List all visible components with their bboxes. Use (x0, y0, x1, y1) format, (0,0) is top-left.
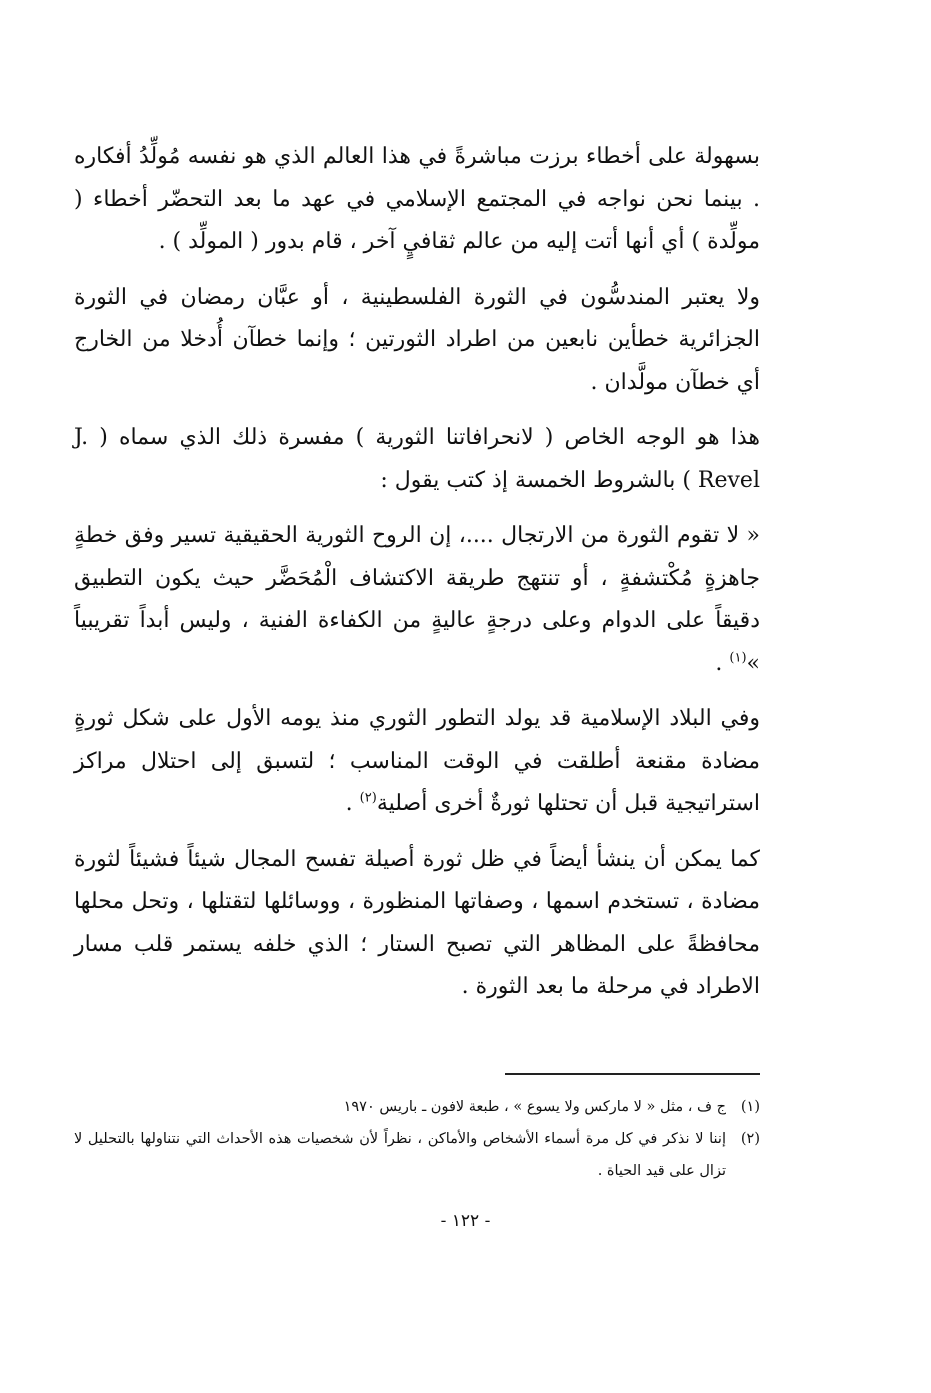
footnote-2 (74, 1123, 760, 1187)
footnote-1-number: (١) (740, 1099, 760, 1115)
footnote-2-text: إننا لا نذكر في كل مرة أسماء الأشخاص والأماكن ، نظراً لأن شخصيات هذه الأحداث التي نتناولها بالتحليل لا تزال على قيد الحياة . (74, 1131, 726, 1179)
footnote-separator (505, 1073, 760, 1075)
page-number: - ١٢٢ - (440, 1211, 491, 1231)
paragraph-1 (74, 136, 760, 264)
paragraph-1-text: بسهولة على أخطاء برزت مباشرةً في هذا العالم الذي هو نفسه مُولِّدُ أفكاره . بينما نحن نواجه في المجتمع الإسلامي في عهد ما بعد التحضّر أخطاء ( مولِّدة ) أي أنها أتت إليه من عالم ثقافيٍ آخر ، قام بدور ( المولِّد ) . (74, 144, 760, 254)
footnotes (74, 1091, 760, 1187)
footnote-ref-1[interactable]: (١) (729, 650, 747, 666)
footnote-1 (74, 1091, 760, 1123)
paragraph-5-tail: . (345, 791, 360, 816)
body-text (74, 136, 760, 1022)
paragraph-6 (74, 839, 760, 1009)
footnote-1-text: ج ف ، مثل « لا ماركس ولا يسوع » ، طبعة لافون ـ باريس ١٩٧٠ (343, 1099, 726, 1115)
paragraph-5-text: وفي البلاد الإسلامية قد يولد التطور الثوري منذ يومه الأول على شكل ثورةٍ مضادة مقنعة أطلقت في الوقت المناسب ؛ لتسبق إلى احتلال مراكز استراتيجية قبل أن تحتلها ثورةٌ أخرى أصلية (74, 706, 760, 816)
paragraph-2-text: ولا يعتبر المندسُّون في الثورة الفلسطينية ، أو عبَّان رمضان في الثورة الجزائرية خطأين نابعين من اطراد الثورتين ؛ وإنما خطآن أُدخلا من الخارج أي خطآن مولَّدان . (74, 284, 760, 395)
paragraph-4-text: « لا تقوم الثورة من الارتجال ....، إن الروح الثورية الحقيقية تسير وفق خطةٍ جاهزةٍ مُكْتشفةٍ ، أو تنتهج طريقة الاكتشاف الْمُحَضَّر حيث يكون التطبيق دقيقاً على الدوام وعلى درجةٍ عاليةٍ من الكفاءة الفنية ، وليس أبداً تقريبياً » (74, 523, 760, 676)
paragraph-3 (74, 417, 760, 502)
footnote-2-number: (٢) (740, 1131, 760, 1147)
paragraph-2 (74, 277, 760, 405)
paragraph-4-tail: . (715, 650, 730, 676)
footnote-ref-2[interactable]: (٢) (359, 790, 377, 806)
paragraph-5 (74, 698, 760, 826)
paragraph-3-text: هذا هو الوجه الخاص ( لانحرافاتنا الثورية ) مفسرة ذلك الذي سماه ( J. Revel ) بالشروط الخمسة إذ كتب يقول : (74, 425, 760, 493)
paragraph-4-quote (74, 515, 760, 685)
paragraph-6-text: كما يمكن أن ينشأ أيضاً في ظل ثورة أصيلة تفسح المجال شيئاً فشيئاً لثورة مضادة ، تستخدم اسمها ، وصفاتها المنظورة ، ووسائلها لتقتلها ، وتحل محلها محافظةً على المظاهر التي تصبح الستار ؛ الذي خلفه يستمر قلب مسار الاطراد في مرحلة ما بعد الثورة . (74, 846, 761, 999)
